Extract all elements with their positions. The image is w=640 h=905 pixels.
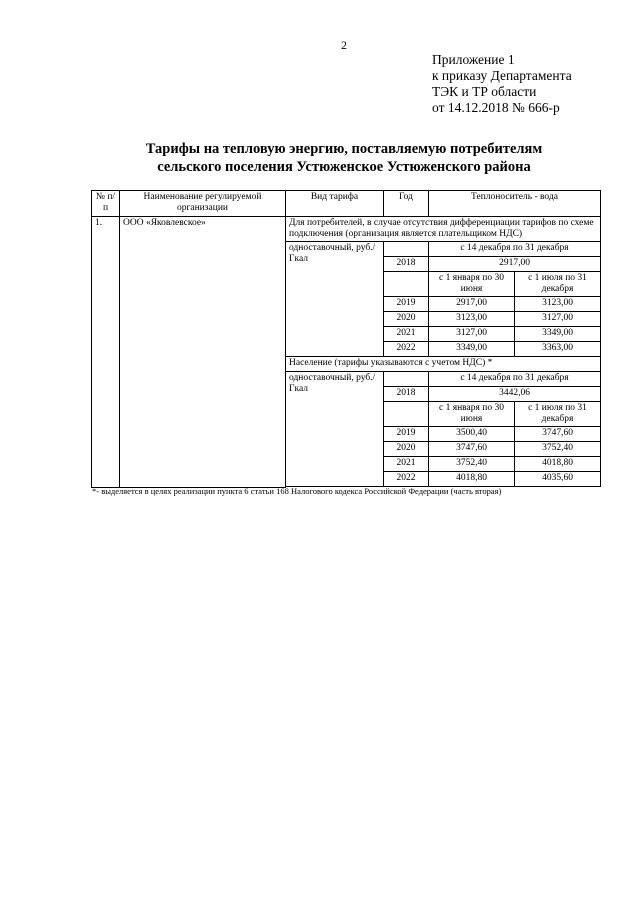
header-org: Наименование регулируемой организации [120,191,286,217]
title-line: сельского поселения Устюженское Устюженского района [157,159,531,175]
value-cell: 3127,00 [515,312,601,327]
year-cell: 2019 [384,297,429,312]
half2-label: с 1 июля по 31 декабря [515,272,601,297]
appendix-line: от 14.12.2018 № 666-р [432,100,560,115]
appendix-line: ТЭК и ТР области [432,84,537,99]
value-cell: 3349,00 [429,342,515,357]
tariff-table [91,190,601,488]
year-cell-empty [384,242,429,257]
header-num: № п/п [92,191,120,217]
half2-label: с 1 июля по 31 декабря [515,402,601,427]
period-full: с 14 декабря по 31 декабря [429,242,601,257]
year-cell: 2021 [384,327,429,342]
title-line: Тарифы на тепловую энергию, поставляемую потребителям [145,141,543,157]
table-header-row [92,191,601,217]
year-cell: 2022 [384,342,429,357]
year-cell-empty [384,402,429,427]
value-cell: 3752,40 [515,442,601,457]
year-cell: 2019 [384,427,429,442]
year-cell: 2022 [384,472,429,487]
org-name: ООО «Яковлевское» [120,217,286,488]
value-cell: 3747,60 [429,442,515,457]
section-caption: Для потребителей, в случае отсутствия дифференциации тарифов по схеме подключения (организация является плательщиком НДС) [286,217,601,242]
table-row [92,217,601,242]
value-cell: 4035,60 [515,472,601,487]
value-cell: 3363,00 [515,342,601,357]
year-cell: 2020 [384,442,429,457]
value-cell: 2917,00 [429,257,601,272]
header-year: Год [384,191,429,217]
value-cell: 3752,40 [429,457,515,472]
year-cell: 2021 [384,457,429,472]
year-cell: 2018 [384,387,429,402]
page-number: 2 [341,38,347,52]
tariff-type: одноставочный, руб./Гкал [286,242,384,357]
value-cell: 3123,00 [515,297,601,312]
document-title [0,140,640,176]
header-carrier: Теплоноситель - вода [429,191,601,217]
value-cell: 3127,00 [429,327,515,342]
year-cell-empty [384,372,429,387]
value-cell: 3500,40 [429,427,515,442]
half1-label: с 1 января по 30 июня [429,272,515,297]
value-cell: 2917,00 [429,297,515,312]
row-number: 1. [92,217,120,488]
value-cell: 3747,60 [515,427,601,442]
value-cell: 3442,06 [429,387,601,402]
year-cell: 2018 [384,257,429,272]
appendix-line: Приложение 1 [432,52,515,67]
tariff-type: одноставочный, руб./Гкал [286,372,384,487]
appendix-line: к приказу Департамента [432,68,572,83]
footnote: *- выделяется в целях реализации пункта 6 статьи 168 Налогового кодекса Российской Федерации (часть вторая) [92,486,502,496]
year-cell: 2020 [384,312,429,327]
year-cell-empty [384,272,429,297]
period-full: с 14 декабря по 31 декабря [429,372,601,387]
header-kind: Вид тарифа [286,191,384,217]
appendix-block [432,52,572,116]
value-cell: 4018,80 [429,472,515,487]
value-cell: 4018,80 [515,457,601,472]
value-cell: 3349,00 [515,327,601,342]
half1-label: с 1 января по 30 июня [429,402,515,427]
section-caption: Население (тарифы указываются с учетом НДС) * [286,357,601,372]
value-cell: 3123,00 [429,312,515,327]
